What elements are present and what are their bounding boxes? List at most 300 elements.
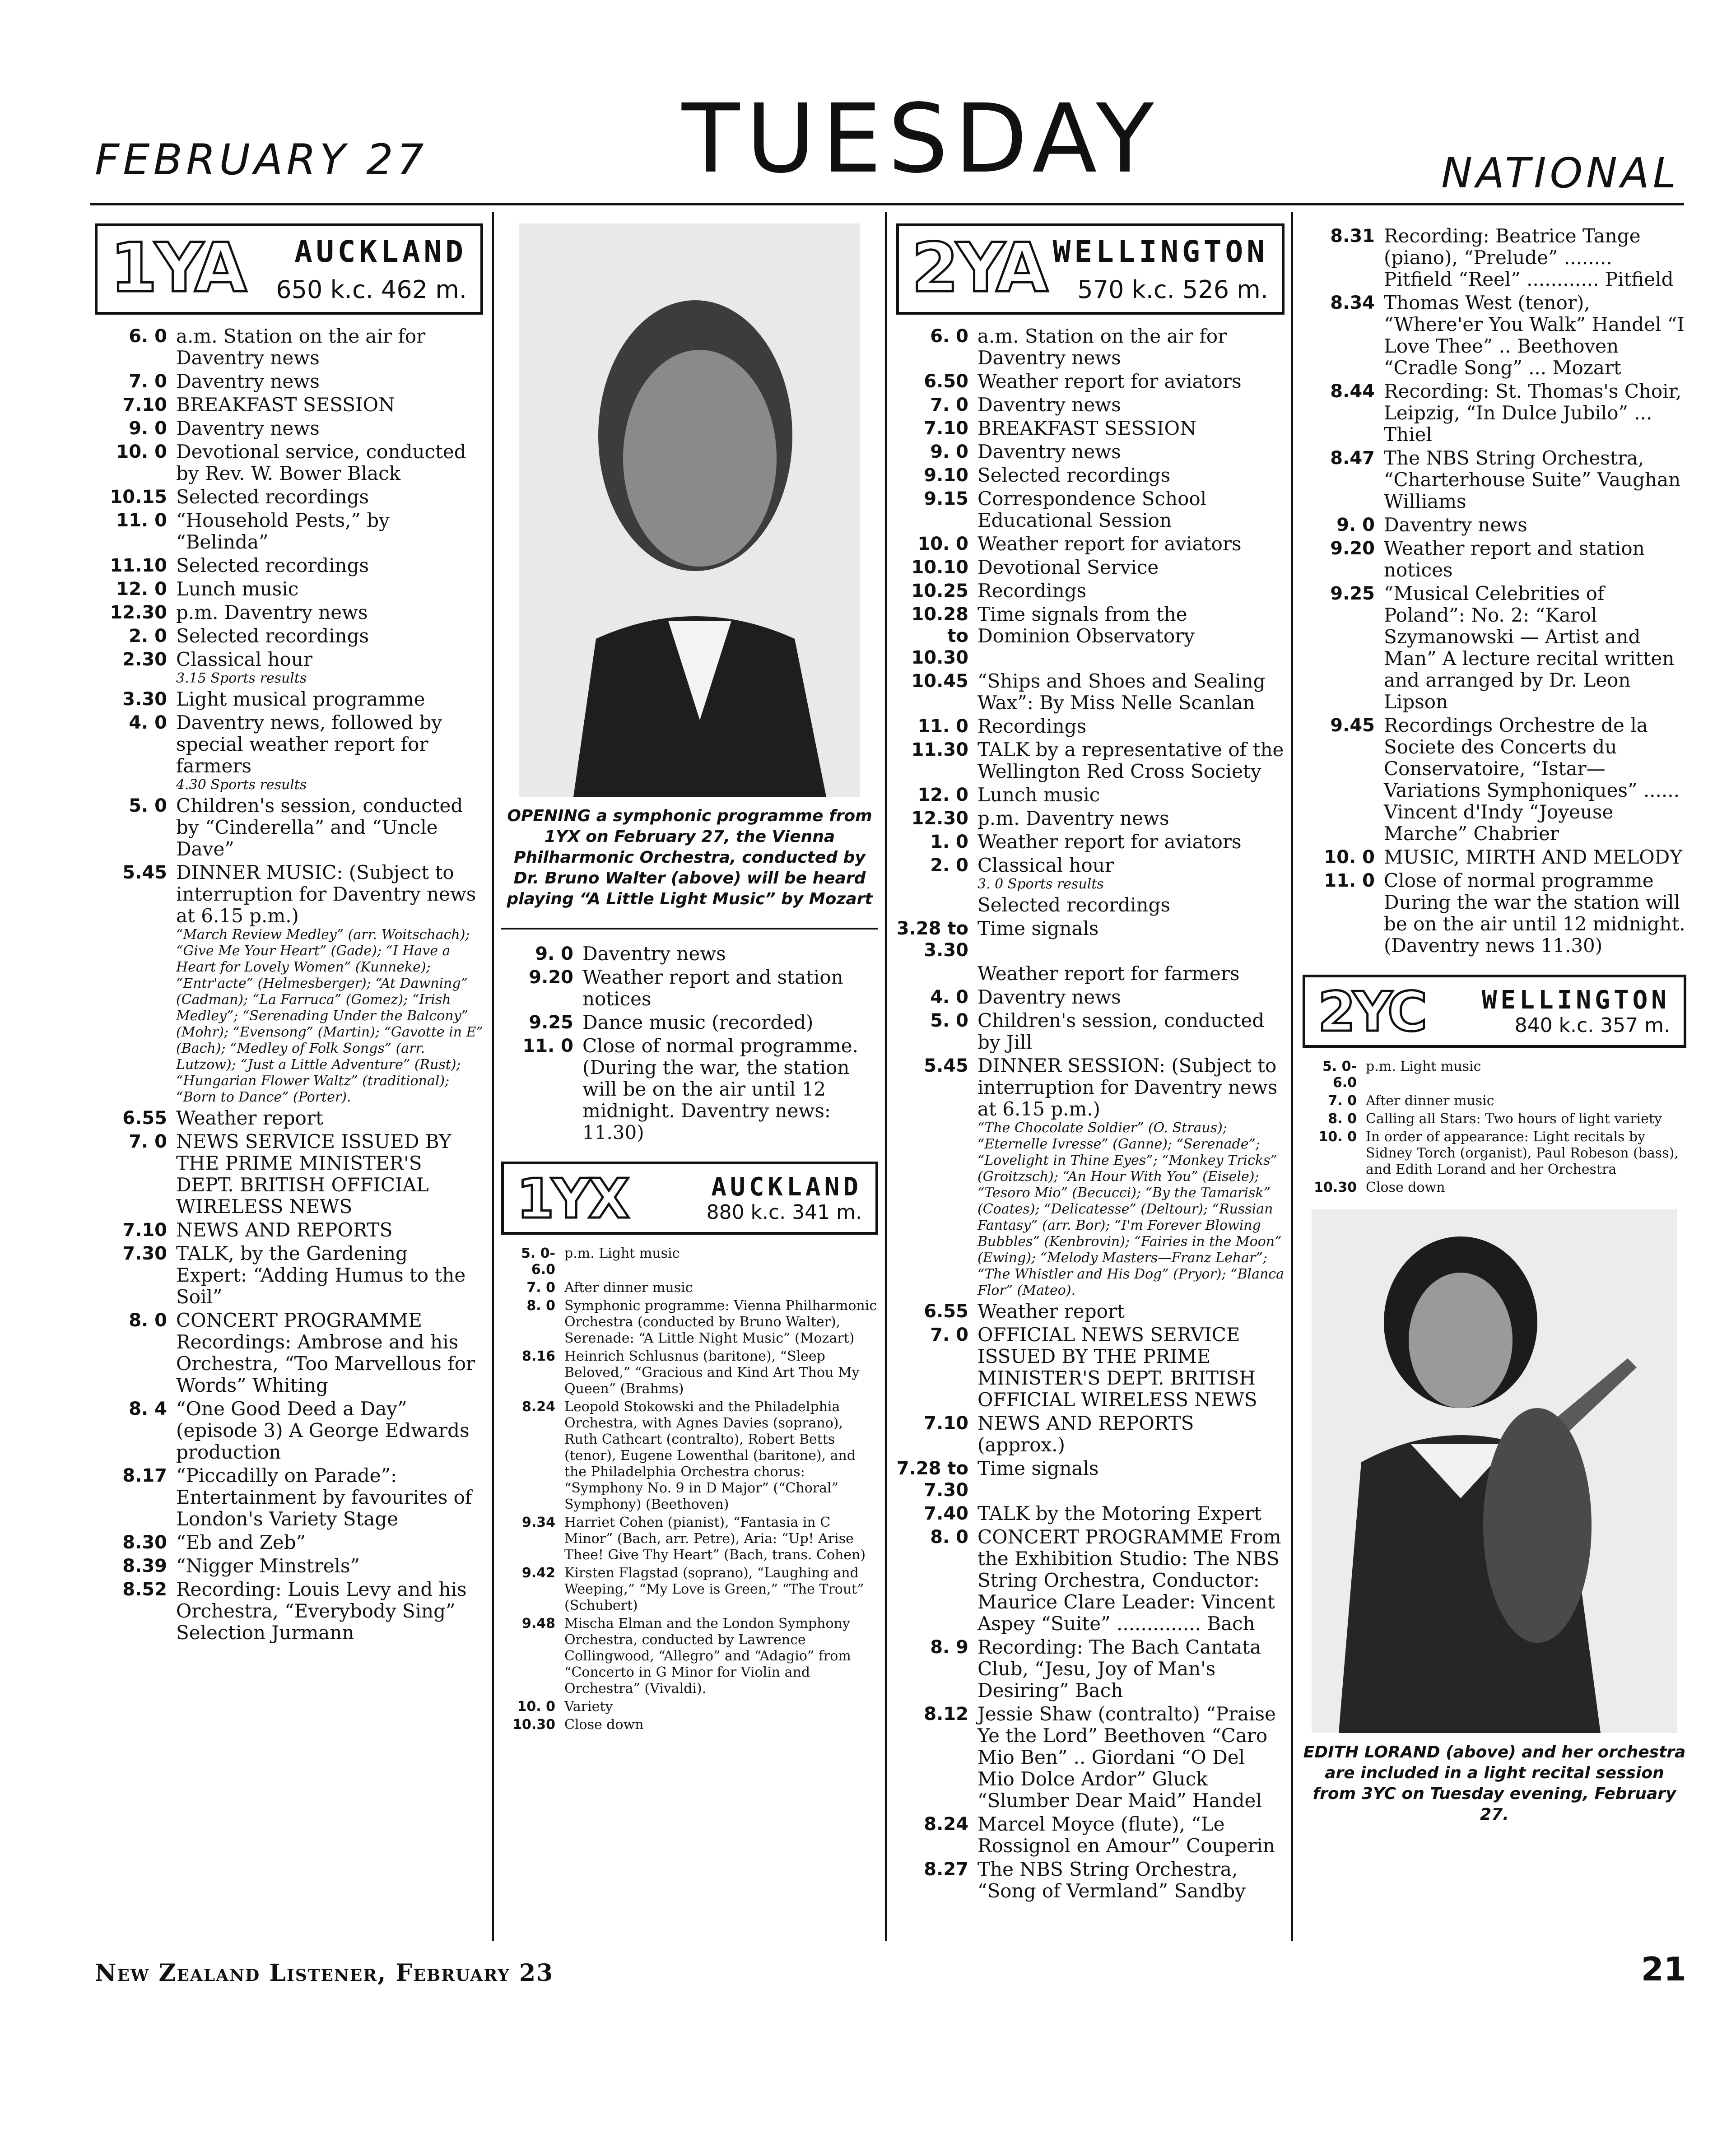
programme-entry [896, 784, 1285, 806]
entry-description [1366, 1111, 1686, 1127]
entry-text: Thomas West (tenor), “Where'er You Walk” Handel “I Love Thee” .. Beethoven “Cradle Song” ... Mozart [1384, 292, 1685, 379]
programme-entry [501, 967, 878, 1010]
programme-entry [95, 862, 483, 1106]
entry-text: Classical hour [977, 854, 1114, 876]
entry-description [1384, 538, 1686, 581]
entry-time: 10.25 [911, 581, 968, 601]
entry-time: 9.25 [529, 1012, 573, 1033]
entry-description [564, 1616, 878, 1697]
station-city: AUCKLAND [711, 1172, 862, 1202]
portrait-svg [1312, 1209, 1677, 1733]
programme-entry [1303, 292, 1686, 379]
programme-entry [896, 1055, 1285, 1299]
entry-description [176, 325, 483, 369]
entry-time: 8.39 [122, 1556, 167, 1576]
entry-time: 7.10 [924, 1413, 968, 1434]
programme-entry [1303, 1180, 1686, 1196]
programme-entry [501, 1616, 878, 1697]
entry-description [564, 1348, 878, 1397]
entry-time: 3.28 to 3.30 [896, 918, 968, 961]
entry-text: Daventry news [582, 943, 726, 965]
entry-time: 11.30 [911, 739, 968, 760]
programme-entry [896, 533, 1285, 555]
programme-entry [95, 625, 483, 647]
entry-text: Selected recordings [176, 486, 369, 508]
programme-entry [896, 1636, 1285, 1701]
programme-entry [896, 1458, 1285, 1501]
entry-description [977, 1055, 1285, 1299]
entry-time: 7.10 [122, 395, 167, 415]
programme-entry [896, 894, 1285, 916]
entry-text: p.m. Daventry news [977, 807, 1169, 829]
entry-time: 7. 0 [526, 1280, 555, 1296]
entry-description [564, 1699, 878, 1715]
entry-description [176, 441, 483, 484]
entry-time: 8.31 [1330, 226, 1375, 246]
entry-time: 8. 0 [930, 1527, 968, 1548]
station-frequency: 880 k.c. 341 m. [706, 1201, 862, 1224]
entry-text: Close of normal programme. (During the war, the station will be on the air until 12 midnight. Daventry news: 11.30) [582, 1035, 858, 1143]
programme-list [95, 325, 483, 1644]
entry-text: Recording: Beatrice Tange (piano), “Prelude” ........ Pitfield “Reel” ............ Pitfield [1384, 225, 1674, 290]
station-call-sign: 1YX [517, 1168, 627, 1231]
entry-description [176, 795, 483, 860]
programme-entry [1303, 1059, 1686, 1091]
station-city: AUCKLAND [294, 234, 467, 269]
column-divider [1291, 212, 1293, 1941]
entry-text: MUSIC, MIRTH AND MELODY [1384, 846, 1683, 868]
programme-list [501, 943, 878, 1143]
entry-text: Lunch music [176, 578, 299, 600]
entry-description [1384, 514, 1686, 536]
programme-entry [95, 555, 483, 576]
entry-description [176, 1579, 483, 1644]
entry-time: 7. 0 [129, 371, 167, 392]
entry-description [1384, 447, 1686, 512]
entry-time: 5. 0 [129, 795, 167, 816]
programme-entry [95, 1107, 483, 1129]
entry-description [977, 1413, 1285, 1456]
photo-caption: EDITH LORAND (above) and her orchestra are included in a light recital session from 3YC on Tuesday evening, February 27. [1303, 1743, 1686, 1824]
entry-description [977, 739, 1285, 782]
programme-entry [501, 1012, 878, 1033]
entry-text: Mischa Elman and the London Symphony Orchestra, conducted by Lawrence Collingwood, “Allegro” and “Adagio” from “Concerto in G Minor for Violin and Orchestra” (Vivaldi). [564, 1616, 851, 1696]
entry-text: Recording: St. Thomas's Choir, Leipzig, “In Dulce Jubilo” ... Thiel [1384, 380, 1682, 446]
entry-text: Weather report and station notices [1384, 537, 1645, 581]
entry-subtext: 3.15 Sports results [176, 670, 307, 686]
entry-description [564, 1565, 878, 1614]
entry-description [564, 1399, 878, 1513]
entry-time: 12. 0 [116, 579, 167, 600]
entry-text: Recordings [977, 715, 1087, 737]
programme-entry [1303, 870, 1686, 957]
station-frequency: 570 k.c. 526 m. [1077, 275, 1268, 304]
programme-entry [896, 580, 1285, 602]
programme-entry [95, 1131, 483, 1218]
entry-time: 7.30 [122, 1243, 167, 1264]
entry-description [977, 1636, 1285, 1701]
programme-entry [501, 1515, 878, 1563]
entry-text: Weather report for aviators [977, 533, 1242, 555]
entry-time: 10. 0 [116, 442, 167, 462]
header-rule [90, 203, 1684, 205]
entry-time: 12.30 [911, 808, 968, 829]
entry-text: TALK, by the Gardening Expert: “Adding Humus to the Soil” [176, 1242, 466, 1308]
entry-text: Daventry news [977, 394, 1121, 416]
entry-text: Lunch music [977, 784, 1100, 806]
entry-description [977, 808, 1285, 829]
entry-time: 8. 9 [930, 1637, 968, 1658]
portrait-photo-bruno-walter [519, 223, 860, 797]
entry-text: Calling all Stars: Two hours of light variety [1366, 1111, 1662, 1127]
entry-time: 7. 0 [930, 1325, 968, 1345]
entry-description [977, 963, 1285, 985]
entry-time: 2. 0 [129, 626, 167, 646]
entry-description [176, 486, 483, 508]
entry-text: Daventry news [176, 370, 320, 392]
entry-text: Children's session, conducted by Jill [977, 1009, 1265, 1053]
programme-entry [896, 963, 1285, 985]
entry-description [977, 418, 1285, 439]
column-divider [885, 212, 887, 1941]
entry-text: Selected recordings [176, 554, 369, 576]
entry-description [176, 625, 483, 647]
entry-time: 8.24 [521, 1399, 555, 1415]
entry-time: 8.27 [924, 1859, 968, 1880]
programme-entry [501, 1565, 878, 1614]
station-city: WELLINGTON [1052, 234, 1268, 269]
entry-time: 11. 0 [522, 1036, 573, 1056]
entry-description [1384, 846, 1686, 868]
station-call-sign: 2YC [1318, 981, 1425, 1044]
entry-text: Selected recordings [176, 625, 369, 647]
entry-text: Weather report for aviators [977, 831, 1242, 853]
entry-description [1384, 583, 1686, 713]
entry-description [582, 943, 878, 965]
entry-time: 8. 0 [526, 1298, 555, 1314]
entry-text: Devotional Service [977, 556, 1159, 578]
entry-time: 7.10 [122, 1220, 167, 1241]
entry-time: 7.10 [924, 418, 968, 439]
entry-description [176, 394, 483, 416]
programme-entry [95, 371, 483, 392]
entry-description [564, 1717, 878, 1733]
entry-time: 8.17 [122, 1465, 167, 1486]
programme-entry [896, 918, 1285, 961]
programme-list [1303, 225, 1686, 957]
entry-text: p.m. Light music [564, 1246, 680, 1261]
programme-entry [896, 488, 1285, 531]
entry-description [176, 602, 483, 623]
entry-text: Kirsten Flagstad (soprano), “Laughing and Weeping,” “My Love is Green,” “The Trout” (Schubert) [564, 1565, 864, 1613]
programme-entry [95, 1219, 483, 1241]
entry-text: Jessie Shaw (contralto) “Praise Ye the Lord” Beethoven “Caro Mio Ben” .. Giordani “O Del Mio Dolce Ardor” Gluck “Slumber Dear Maid” Handel [977, 1703, 1276, 1812]
programme-entry [501, 1348, 878, 1397]
programme-entry [1303, 1111, 1686, 1127]
programme-entry [95, 1398, 483, 1463]
entry-time: 9.20 [1330, 538, 1375, 559]
programme-entry [896, 1813, 1285, 1857]
entry-text: Devotional service, conducted by Rev. W. Bower Black [176, 441, 466, 484]
programme-entry [896, 325, 1285, 369]
entry-time: 8.47 [1330, 448, 1375, 469]
programme-entry [896, 1301, 1285, 1322]
entry-time: 10. 0 [917, 534, 968, 554]
entry-description [176, 578, 483, 600]
entry-text: Leopold Stokowski and the Philadelphia Orchestra, with Agnes Davies (soprano), Ruth Cathcart (contralto), Robert Betts (tenor), Eugene Lowenthal (baritone), and the Philadelphia Orchestra chorus: “Symphony No. 9 in D Major” (“Choral” Symphony) (Beethoven) [564, 1399, 856, 1512]
entry-time: 12. 0 [917, 785, 968, 805]
programme-entry [95, 1310, 483, 1396]
entry-text: Classical hour [176, 648, 312, 670]
entry-text: Time signals [977, 917, 1099, 939]
entry-time: 9.10 [924, 465, 968, 486]
column-2ya [896, 223, 1285, 1904]
column-right [1303, 223, 1686, 1825]
entry-text: The NBS String Orchestra, “Song of Vermland” Sandby [977, 1858, 1246, 1902]
entry-text: Dance music (recorded) [582, 1011, 814, 1033]
station-call-sign: 2YA [912, 229, 1046, 307]
programme-entry [501, 1699, 878, 1715]
programme-entry [95, 1465, 483, 1530]
page-number: 21 [1641, 1950, 1686, 1988]
entry-text: p.m. Daventry news [176, 601, 368, 623]
entry-description [977, 533, 1285, 555]
footer-publication: New Zealand Listener, February 23 [95, 1959, 554, 1987]
entry-description [977, 604, 1285, 669]
entry-text: After dinner music [564, 1280, 693, 1296]
programme-entry [95, 1555, 483, 1577]
entry-time: 9.48 [521, 1616, 555, 1631]
entry-text: NEWS AND REPORTS (approx.) [977, 1412, 1194, 1456]
entry-time: 10. 0 [1318, 1129, 1357, 1145]
station-header-1yx [501, 1162, 878, 1235]
entry-text: Correspondence School Educational Session [977, 488, 1207, 531]
entry-description [176, 1555, 483, 1577]
station-header-1ya [95, 223, 483, 315]
entry-time: 12.30 [110, 602, 167, 623]
entry-text: Weather report [977, 1300, 1125, 1322]
entry-time: 5. 0 [930, 1010, 968, 1031]
entry-time: 3.30 [122, 689, 167, 710]
entry-description [564, 1280, 878, 1296]
entry-text: Variety [564, 1699, 613, 1715]
programme-entry [896, 986, 1285, 1008]
entry-time: 9.34 [521, 1515, 555, 1530]
entry-time: 9. 0 [930, 442, 968, 462]
programme-entry [501, 1246, 878, 1278]
entry-text: Recording: Louis Levy and his Orchestra, “Everybody Sing” Selection Jurmann [176, 1578, 467, 1644]
programme-entry [896, 808, 1285, 829]
entry-text: NEWS SERVICE ISSUED BY THE PRIME MINISTER'S DEPT. BRITISH OFFICIAL WIRELESS NEWS [176, 1130, 451, 1218]
entry-description [176, 649, 483, 687]
entry-description [176, 1398, 483, 1463]
programme-entry [896, 1413, 1285, 1456]
entry-time: 10. 0 [1324, 847, 1375, 868]
photo-caption: OPENING a symphonic programme from 1YX on February 27, the Vienna Philharmonic Orchestra, conducted by Dr. Bruno Walter (above) will be heard playing “A Little Light Music” by Mozart [507, 807, 873, 908]
programme-entry [95, 1579, 483, 1644]
entry-text: “Eb and Zeb” [176, 1531, 306, 1553]
entry-time: 9.20 [529, 967, 573, 988]
entry-description [176, 1310, 483, 1396]
entry-time: 8.12 [924, 1704, 968, 1724]
entry-time: 8.44 [1330, 381, 1375, 402]
entry-time: 11. 0 [1324, 870, 1375, 891]
entry-time: 4. 0 [930, 987, 968, 1008]
programme-entry [95, 602, 483, 623]
entry-time: 5. 0-6.0 [521, 1246, 555, 1278]
entry-time: 10.45 [911, 671, 968, 692]
programme-entry [95, 712, 483, 793]
network-label: NATIONAL [1441, 149, 1680, 197]
entry-text: Selected recordings [977, 464, 1171, 486]
entry-description [977, 855, 1285, 892]
entry-time: 8.52 [122, 1579, 167, 1600]
programme-entry [896, 1503, 1285, 1524]
entry-description [1384, 870, 1686, 957]
entry-description [977, 1458, 1285, 1501]
entry-text: Weather report and station notices [582, 966, 843, 1010]
entry-time: 8. 0 [1328, 1111, 1357, 1127]
entry-time: 9. 0 [1336, 515, 1375, 535]
programme-entry [896, 394, 1285, 416]
programme-entry [1303, 538, 1686, 581]
entry-text: TALK by a representative of the Wellington Red Cross Society [977, 739, 1284, 782]
entry-description [977, 670, 1285, 714]
entry-description [977, 557, 1285, 578]
entry-time: 7.28 to 7.30 [896, 1458, 968, 1501]
programme-entry [501, 1280, 878, 1296]
entry-description [564, 1515, 878, 1563]
entry-time: 10.30 [1314, 1180, 1357, 1195]
entry-time: 7. 0 [930, 395, 968, 415]
entry-description [176, 1131, 483, 1218]
entry-description [977, 394, 1285, 416]
entry-text: NEWS AND REPORTS [176, 1219, 393, 1241]
entry-description [977, 918, 1285, 961]
programme-entry [501, 1035, 878, 1143]
entry-text: Recordings Orchestre de la Societe des Concerts du Conservatoire, “Istar—Variations Symphoniques” ...... Vincent d'Indy “Joyeuse Marche” Chabrier [1384, 714, 1680, 845]
programme-entry [896, 670, 1285, 714]
programme-entry [896, 855, 1285, 892]
entry-description [176, 1219, 483, 1241]
entry-time: 9.45 [1330, 715, 1375, 736]
entry-description [176, 712, 483, 793]
entry-time: 10.28 to 10.30 [911, 604, 968, 668]
programme-entry [95, 510, 483, 553]
entry-description [176, 371, 483, 392]
entry-text: Time signals [977, 1457, 1099, 1479]
programme-entry [896, 716, 1285, 737]
entry-description [1384, 225, 1686, 290]
entry-text: Children's session, conducted by “Cinderella” and “Uncle Dave” [176, 795, 463, 860]
portrait-svg [519, 223, 860, 797]
entry-time: 11.10 [110, 555, 167, 576]
entry-time: 5.45 [924, 1055, 968, 1076]
entry-description [977, 1503, 1285, 1524]
entry-description [977, 1010, 1285, 1053]
entry-subtext: 4.30 Sports results [176, 777, 307, 793]
entry-time: 9.42 [521, 1565, 555, 1581]
programme-entry [896, 1859, 1285, 1902]
entry-time: 9. 0 [129, 418, 167, 439]
entry-text: “One Good Deed a Day” (episode 3) A George Edwards production [176, 1398, 470, 1463]
page-date: FEBRUARY 27 [95, 135, 428, 185]
entry-time: 8.16 [521, 1348, 555, 1364]
entry-time: 11. 0 [917, 716, 968, 737]
programme-entry [95, 688, 483, 710]
entry-text: Weather report for farmers [977, 962, 1240, 985]
entry-description [977, 1301, 1285, 1322]
programme-entry [95, 578, 483, 600]
programme-entry [896, 1703, 1285, 1812]
entry-text: DINNER SESSION: (Subject to interruption for Daventry news at 6.15 p.m.) [977, 1055, 1278, 1120]
entry-text: a.m. Station on the air for Daventry news [977, 325, 1227, 369]
entry-subtext: 3. 0 Sports results [977, 876, 1104, 892]
entry-text: Harriet Cohen (pianist), “Fantasia in C Minor” (Bach, arr. Petre), Aria: “Up! Arise Thee! Give Thy Heart” (Bach, trans. Cohen) [564, 1515, 866, 1563]
entry-description [176, 418, 483, 439]
entry-time: 8. 4 [129, 1399, 167, 1419]
programme-entry [95, 795, 483, 860]
programme-entry [896, 1526, 1285, 1635]
entry-text: Weather report [176, 1107, 323, 1129]
entry-text: Close down [1366, 1180, 1445, 1195]
entry-description [977, 784, 1285, 806]
entry-subtext: “March Review Medley” (arr. Woitschach); “Give Me Your Heart” (Gade); “I Have a Heart for Lovely Women” (Kunneke); “Entr'acte” (Helmesberger); “At Dawning” (Cadman); “La Farruca” (Gomez); “Irish Medley”; “Serenading Under the Balcony” (Mohr); “Evensong” (Martin); “Gavotte in E” (Bach); “Medley of Folk Songs” (arr. Lutzow); “Just a Little Adventure” (Rust); “Hungarian Flower Waltz” (traditional); “Born to Dance” (Porter). [176, 927, 483, 1105]
entry-text: Weather report for aviators [977, 370, 1242, 392]
entry-description [176, 1107, 483, 1129]
entry-text: Recording: The Bach Cantata Club, “Jesu, Joy of Man's Desiring” Bach [977, 1636, 1261, 1701]
programme-list [501, 1246, 878, 1733]
station-header-2yc [1303, 975, 1686, 1048]
programme-entry [501, 1298, 878, 1347]
entry-text: Daventry news [1384, 514, 1527, 536]
entry-time: 11. 0 [116, 510, 167, 531]
programme-list [896, 325, 1285, 1902]
entry-time: 7.40 [924, 1503, 968, 1524]
programme-entry [1303, 381, 1686, 446]
entry-time: 4. 0 [129, 712, 167, 733]
entry-description [1366, 1129, 1686, 1178]
entry-description [977, 831, 1285, 853]
station-header-2ya [896, 223, 1285, 315]
entry-description [564, 1298, 878, 1347]
entry-time: 8.24 [924, 1814, 968, 1835]
entry-time: 6.55 [924, 1301, 968, 1322]
entry-text: BREAKFAST SESSION [176, 394, 395, 416]
entry-time: 7. 0 [129, 1131, 167, 1152]
entry-time: 7. 0 [1328, 1093, 1357, 1109]
entry-time: 9.25 [1330, 583, 1375, 604]
programme-entry [501, 1399, 878, 1513]
entry-text: Time signals from the Dominion Observatory [977, 603, 1195, 647]
programme-entry [95, 418, 483, 439]
entry-text: OFFICIAL NEWS SERVICE ISSUED BY THE PRIME MINISTER'S DEPT. BRITISH OFFICIAL WIRELESS NEWS [977, 1324, 1257, 1411]
entry-text: Daventry news [176, 417, 320, 439]
entry-text: Marcel Moyce (flute), “Le Rossignol en Amour” Couperin [977, 1813, 1275, 1857]
entry-time: 1. 0 [930, 832, 968, 852]
entry-description [176, 1532, 483, 1553]
entry-time: 2. 0 [930, 855, 968, 876]
entry-time: 8. 0 [129, 1310, 167, 1331]
entry-text: CONCERT PROGRAMME Recordings: Ambrose and his Orchestra, “Too Marvellous for Words” Whiting [176, 1309, 475, 1396]
programme-entry [1303, 1093, 1686, 1109]
station-call-sign: 1YA [110, 229, 244, 307]
entry-description [977, 465, 1285, 486]
entry-description [1366, 1093, 1686, 1109]
entry-text: Selected recordings [977, 894, 1171, 916]
entry-description [977, 1526, 1285, 1635]
entry-text: a.m. Station on the air for Daventry news [176, 325, 426, 369]
